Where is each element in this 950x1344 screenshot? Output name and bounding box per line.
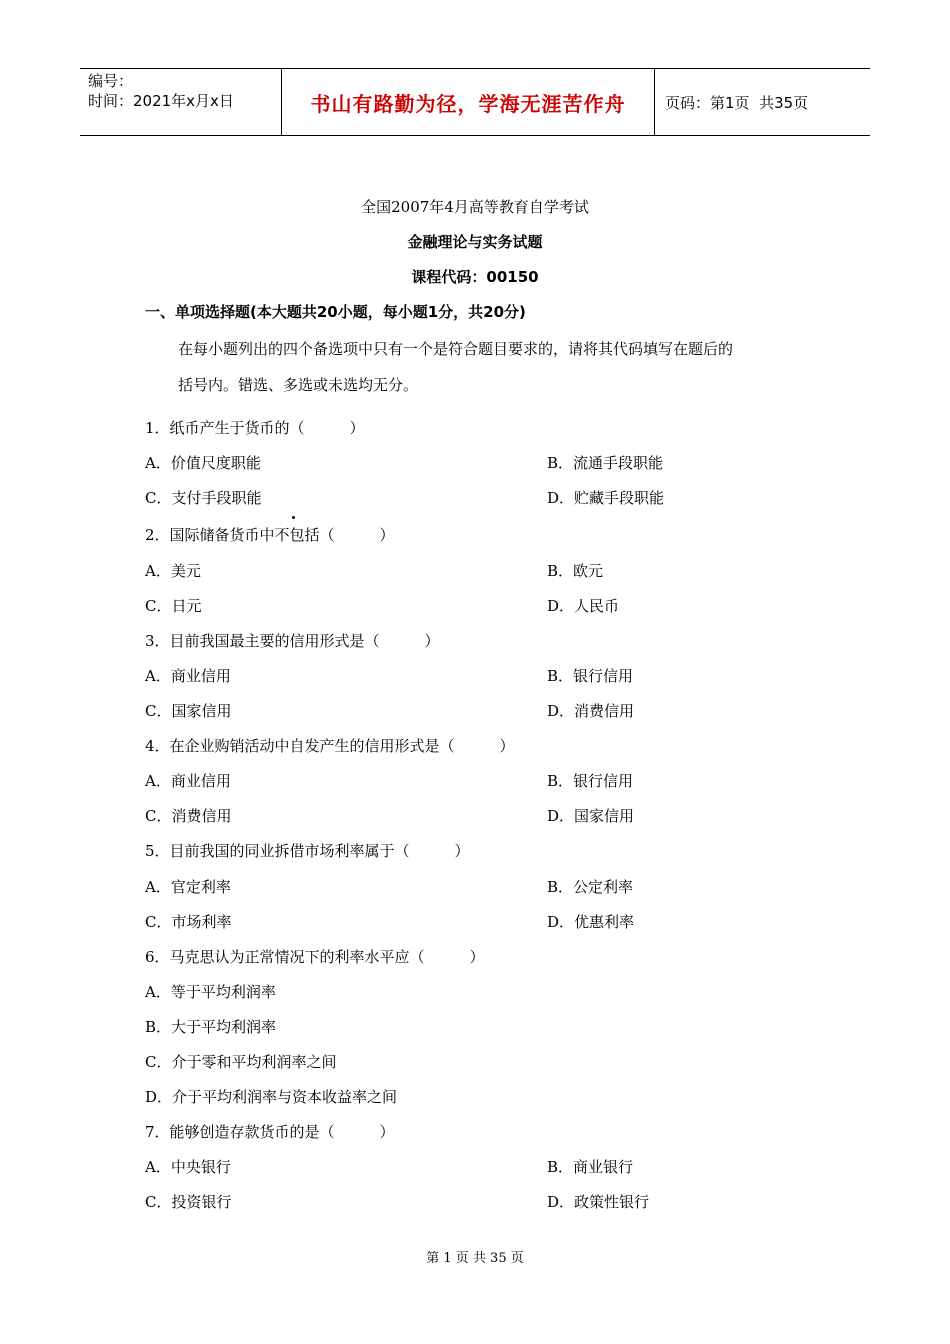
- exam-subject: 金融理论与实务试题: [407, 233, 543, 251]
- question-1-stem: 1．纸币产生于货币的（ ）: [145, 419, 365, 437]
- question-6-stem: 6．马克思认为正常情况下的利率水平应（ ）: [145, 948, 485, 966]
- question-6-option-c: C．介于零和平均利润率之间: [145, 1053, 337, 1071]
- question-3-option-b: B．银行信用: [547, 667, 634, 685]
- question-7-option-d: D．政策性银行: [547, 1193, 650, 1211]
- header-page-cell: [655, 69, 870, 135]
- question-2-option-a: A．美元: [145, 562, 201, 580]
- question-7-option-a: A．中央银行: [145, 1158, 231, 1176]
- motto-text: 书山有路勤为径，学海无涯苦作舟: [310, 91, 626, 116]
- question-4-option-a: A．商业信用: [145, 772, 231, 790]
- question-1-option-d: D．贮藏手段职能: [547, 489, 665, 507]
- question-3-option-c: C．国家信用: [145, 702, 232, 720]
- question-7-stem: 7．能够创造存款货币的是（ ）: [145, 1123, 395, 1141]
- question-5-option-c: C．市场利率: [145, 913, 232, 931]
- question-6-option-d: D．介于平均利润率与资本收益率之间: [145, 1088, 398, 1106]
- header-motto-cell: [282, 69, 655, 135]
- document-header: [80, 68, 870, 136]
- page-info: 页码：第1页 共35页: [665, 93, 809, 112]
- question-3-stem: 3．目前我国最主要的信用形式是（ ）: [145, 632, 440, 650]
- question-7-option-b: B．商业银行: [547, 1158, 634, 1176]
- question-1-option-b: B．流通手段职能: [547, 454, 664, 472]
- section-heading: 一、单项选择题(本大题共20小题，每小题1分，共20分): [145, 303, 526, 321]
- question-2-option-d: D．人民币: [547, 597, 620, 615]
- number-label: 编号：: [88, 72, 134, 90]
- question-3-option-a: A．商业信用: [145, 667, 231, 685]
- question-2-stem: 2．国际储备货币中不包括（ ）: [145, 526, 395, 544]
- question-6-option-a: A．等于平均利润率: [145, 983, 276, 1001]
- question-1-option-a: A．价值尺度职能: [145, 454, 261, 472]
- date-label: 时间：2021年x月x日: [88, 92, 234, 110]
- question-5-option-d: D．优惠利率: [547, 913, 635, 931]
- question-5-option-b: B．公定利率: [547, 878, 634, 896]
- question-4-stem: 4．在企业购销活动中自发产生的信用形式是（ ）: [145, 737, 515, 755]
- exam-title: 全国2007年4月高等教育自学考试: [361, 198, 589, 216]
- emphasis-dot: [292, 516, 295, 519]
- instruction-line-1: 在每小题列出的四个备选项中只有一个是符合题目要求的，请将其代码填写在题后的: [178, 340, 734, 358]
- page-footer: 第 1 页 共 35 页: [426, 1251, 524, 1266]
- question-3-option-d: D．消费信用: [547, 702, 635, 720]
- instruction-line-2: 括号内。错选、多选或未选均无分。: [178, 376, 419, 394]
- question-4-option-b: B．银行信用: [547, 772, 634, 790]
- course-code: 课程代码：00150: [411, 268, 539, 286]
- question-2-option-b: B．欧元: [547, 562, 604, 580]
- question-1-option-c: C．支付手段职能: [145, 489, 262, 507]
- header-meta-cell: [80, 69, 282, 135]
- question-6-option-b: B．大于平均利润率: [145, 1018, 277, 1036]
- question-2-option-c: C．日元: [145, 597, 202, 615]
- question-4-option-d: D．国家信用: [547, 807, 635, 825]
- question-5-option-a: A．官定利率: [145, 878, 231, 896]
- question-7-option-c: C．投资银行: [145, 1193, 232, 1211]
- question-5-stem: 5．目前我国的同业拆借市场利率属于（ ）: [145, 842, 470, 860]
- question-4-option-c: C．消费信用: [145, 807, 232, 825]
